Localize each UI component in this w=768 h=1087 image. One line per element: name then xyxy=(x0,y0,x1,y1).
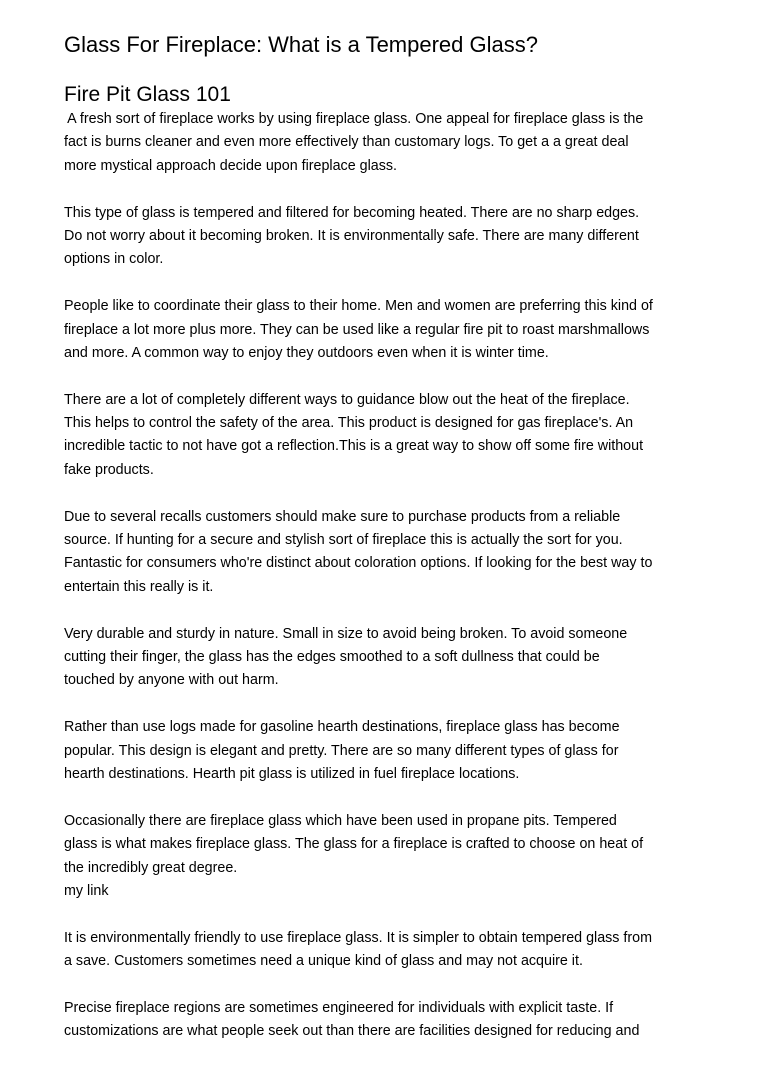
text-line: cutting their finger, the glass has the edges smoothed to a soft dullness that could be xyxy=(64,648,600,665)
paragraph-6 xyxy=(64,623,714,693)
text-line: Very durable and sturdy in nature. Small in size to avoid being broken. To avoid someone xyxy=(64,625,628,642)
text-line: fireplace a lot more plus more. They can be used like a regular fire pit to roast marshmallows xyxy=(64,321,650,338)
text-line: incredible tactic to not have got a reflection.This is a great way to show off some fire without xyxy=(64,438,644,455)
text-line: It is environmentally friendly to use fireplace glass. It is simpler to obtain tempered glass from xyxy=(64,929,653,946)
paragraph-9 xyxy=(64,927,714,974)
text-line: entertain this really is it. xyxy=(64,578,214,595)
page-title: Glass For Fireplace: What is a Tempered Glass? xyxy=(64,32,538,57)
text-line: touched by anyone with out harm. xyxy=(64,672,279,689)
text-line: and more. A common way to enjoy they outdoors even when it is winter time. xyxy=(64,344,549,361)
paragraph-4 xyxy=(64,389,714,483)
text-line: This type of glass is tempered and filtered for becoming heated. There are no sharp edges. xyxy=(64,204,640,221)
text-line: Rather than use logs made for gasoline hearth destinations, fireplace glass has become xyxy=(64,719,620,736)
text-line: more mystical approach decide upon fireplace glass. xyxy=(64,157,397,174)
text-line: There are a lot of completely different ways to guidance blow out the heat of the fireplace. xyxy=(64,391,630,408)
paragraph-3 xyxy=(64,295,714,365)
text-line: glass is what makes fireplace glass. The glass for a fireplace is crafted to choose on heat of xyxy=(64,836,644,853)
text-line: source. If hunting for a secure and stylish sort of fireplace this is actually the sort for you. xyxy=(64,532,623,549)
text-line: fake products. xyxy=(64,461,154,478)
text-line: options in color. xyxy=(64,251,164,268)
text-line: customizations are what people seek out than there are facilities designed for reducing and xyxy=(64,1023,640,1040)
section-subtitle: Fire Pit Glass 101 xyxy=(64,83,231,106)
text-line: popular. This design is elegant and pretty. There are so many different types of glass for xyxy=(64,742,619,759)
text-line: the incredibly great degree. xyxy=(64,859,238,876)
paragraph-10 xyxy=(64,997,714,1044)
text-line: This helps to control the safety of the area. This product is designed for gas fireplace's. An xyxy=(64,415,634,432)
text-line: People like to coordinate their glass to their home. Men and women are preferring this kind of xyxy=(64,298,653,315)
text-line: Precise fireplace regions are sometimes engineered for individuals with explicit taste. If xyxy=(64,999,614,1016)
paragraph-2 xyxy=(64,202,714,272)
paragraph-1 xyxy=(64,108,714,178)
paragraph-5 xyxy=(64,506,714,600)
paragraph-7 xyxy=(64,716,714,786)
paragraph-8 xyxy=(64,810,714,904)
text-line: hearth destinations. Hearth pit glass is utilized in fuel fireplace locations. xyxy=(64,765,520,782)
text-line: A fresh sort of fireplace works by using fireplace glass. One appeal for fireplace glass is the xyxy=(64,111,644,127)
text-line: Due to several recalls customers should make sure to purchase products from a reliable xyxy=(64,508,621,525)
text-line: a save. Customers sometimes need a unique kind of glass and may not acquire it. xyxy=(64,953,583,970)
text-line: Do not worry about it becoming broken. It is environmentally safe. There are many different xyxy=(64,227,639,244)
text-line: Fantastic for consumers who're distinct about coloration options. If looking for the best way to xyxy=(64,555,653,572)
body-text xyxy=(64,108,714,1067)
text-line: Occasionally there are fireplace glass which have been used in propane pits. Tempered xyxy=(64,812,617,829)
text-line: my link xyxy=(64,882,109,899)
text-line: fact is burns cleaner and even more effectively than customary logs. To get a a great deal xyxy=(64,134,629,151)
